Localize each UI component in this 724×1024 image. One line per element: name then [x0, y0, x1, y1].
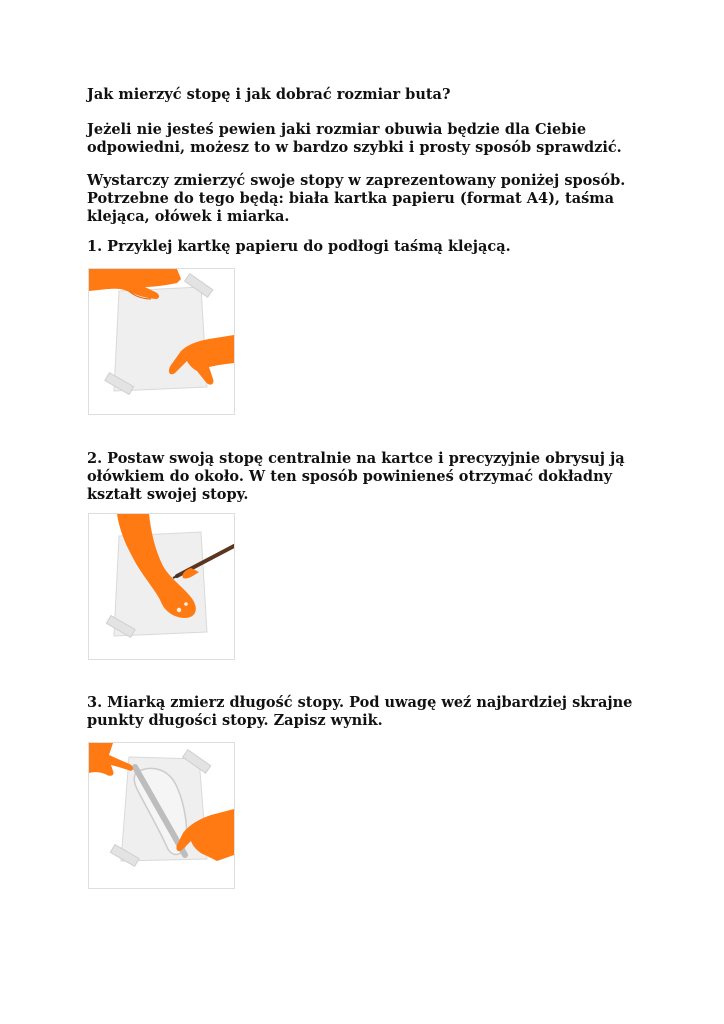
paper-sheet: [114, 287, 207, 391]
step-1-illustration: [88, 268, 235, 415]
document-title: Jak mierzyć stopę i jak dobrać rozmiar buta?: [87, 86, 451, 103]
intro-paragraph: Jeżeli nie jesteś pewien jaki rozmiar obuwia będzie dla Ciebie odpowiedni, możesz to w bardzo szybki i prosty sposób sprawdzić.: [87, 121, 622, 156]
step-3-illustration: [88, 742, 235, 889]
hand-top: [89, 743, 133, 776]
step-2-text: 2. Postaw swoją stopę centralnie na kartce i precyzyjnie obrysuj ją ołówkiem do około. W ten sposób powinieneś otrzymać dokładny kształt swojej stopy.: [87, 450, 625, 503]
requirements-paragraph: Wystarczy zmierzyć swoje stopy w zaprezentowany poniżej sposób. Potrzebne do tego będą: biała kartka papieru (format A4), taśma klejąca, ołówek i miarka.: [87, 172, 626, 225]
step-3-text: 3. Miarką zmierz długość stopy. Pod uwagę weź najbardziej skrajne punkty długości stopy. Zapisz wynik.: [87, 694, 633, 729]
step-1-text: 1. Przyklej kartkę papieru do podłogi taśmą klejącą.: [87, 238, 511, 255]
step-2-illustration: [88, 513, 235, 660]
